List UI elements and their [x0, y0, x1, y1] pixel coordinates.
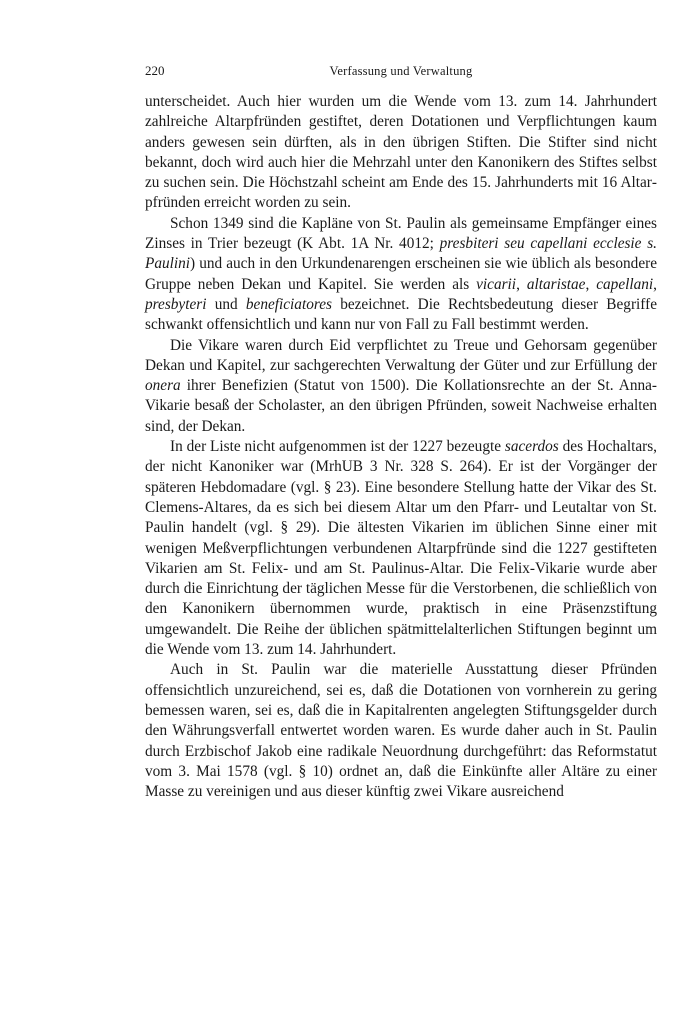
text-run: Auch in St. Paulin war die materielle Ausstattung dieser Pfründen offensichtlich unzureichend, sei es, daß die Dotationen von vornherein zu gering bemessen waren, sei es, daß die in Kapitalrenten angelegten Stiftungsgelder durch den Währungsverfall entwertet worden waren. Es wurde daher auch in St. Paulin durch Erzbischof Jakob eine radikale Neuordnung durchgeführt: das Reformstatut vom 3. Mai 1578 (vgl. § 10) ordnet an, daß die Einkünfte aller Altäre zu einer Masse zu vereinigen und aus dieser künftig zwei Vikare ausreichend	[145, 661, 657, 801]
paragraph	[145, 660, 657, 802]
italic-latin-term: beneficiatores	[245, 295, 332, 313]
running-title: Verfassung und Verwaltung	[329, 64, 473, 78]
text-run: ,	[516, 275, 527, 293]
text-run: des Hochaltars, der nicht Kanoniker war (MrhUB 3 Nr. 328 S. 264). Er ist der Vorgänger der späteren Hebdomadare (vgl. § 23). Eine besondere Stellung hatte der Vikar des St. Clemens-Altares, da es sich bei diesem Altar um den Pfarr- und Leutaltar von St. Paulin handelt (vgl. § 29). Die ältesten Vikarien im üblichen Sinne einer mit wenigen Meßverpflichtungen verbundenen Altarpfründe sind die 1227 gestifteten Vikarien am St. Felix- und am St. Paulinus-Altar. Die Felix-Vikarie wurde aber durch die Einrichtung der täglichen Messe für die Verstorbenen, die schließlich von den Kanonikern übernommen wurde, praktisch in eine Präsenzstiftung umgewandelt. Die Reihe der üblichen spätmittelalterlichen Stiftungen beginnt um die Wende vom 13. zum 14. Jahrhundert.	[145, 438, 657, 659]
text-run: und	[206, 295, 246, 313]
text-run: bezeichnet. Die Rechtsbedeutung dieser Begriffe schwankt offensichtlich und kann nur von Fall zu Fall bestimmt werden.	[145, 295, 657, 334]
page-number: 220	[145, 63, 165, 78]
italic-latin-term: capellani	[596, 275, 654, 293]
italic-latin-term: onera	[145, 377, 181, 395]
text-run: ihrer Benefizien (Statut von 1500). Die Kollationsrechte an der St. Anna-Vikarie besaß der Scholaster, an den übrigen Pfründen, soweit Nachweise erhalten sind, der Dekan.	[145, 377, 657, 435]
italic-latin-term: sacerdos	[504, 438, 559, 456]
italic-latin-term: presbiteri seu capellani ecclesie s. Paulini	[145, 235, 657, 273]
text-run: ,	[653, 275, 657, 293]
paragraph	[145, 437, 657, 660]
paragraph	[145, 92, 657, 214]
paragraph	[145, 214, 657, 336]
running-head	[145, 62, 657, 80]
text-run: Die Vikare waren durch Eid verpflichtet zu Treue und Gehorsam gegenüber Dekan und Kapitel, zur sachgerechten Verwaltung der Güter und zur Erfüllung der	[145, 336, 657, 374]
italic-latin-term: presbyteri	[145, 295, 207, 313]
text-run: In der Liste nicht aufgenommen ist der 1227 bezeugte	[170, 438, 505, 456]
text-run: Schon 1349 sind die Kapläne von St. Paulin als gemeinsame Empfänger eines Zinses in Trier bezeugt (K Abt. 1A Nr. 4012;	[145, 214, 657, 253]
body-text	[145, 92, 657, 802]
italic-latin-term: vicarii	[476, 275, 517, 293]
text-run: ,	[585, 275, 597, 293]
italic-latin-term: altaristae	[526, 275, 586, 293]
text-run: unterscheidet. Auch hier wurden um die Wende vom 13. zum 14. Jahrhundert zahlreiche Altarpfründen gestiftet, deren Dotationen und Verpflichtungen kaum anders gewesen sein dürften, als in den übrigen Stiften. Die Stifter sind nicht bekannt, doch wird auch hier die Mehrzahl unter den Kanonikern des Stiftes selbst zu suchen sein. Die Höchstzahl scheint am Ende des 15. Jahrhunderts mit 16 Altarpfründen erreicht worden zu sein.	[145, 93, 657, 212]
text-run: ) und auch in den Urkundenarengen erscheinen sie wie üblich als besondere Gruppe neben Dekan und Kapitel. Sie werden als	[145, 255, 657, 293]
paragraph	[145, 336, 657, 437]
